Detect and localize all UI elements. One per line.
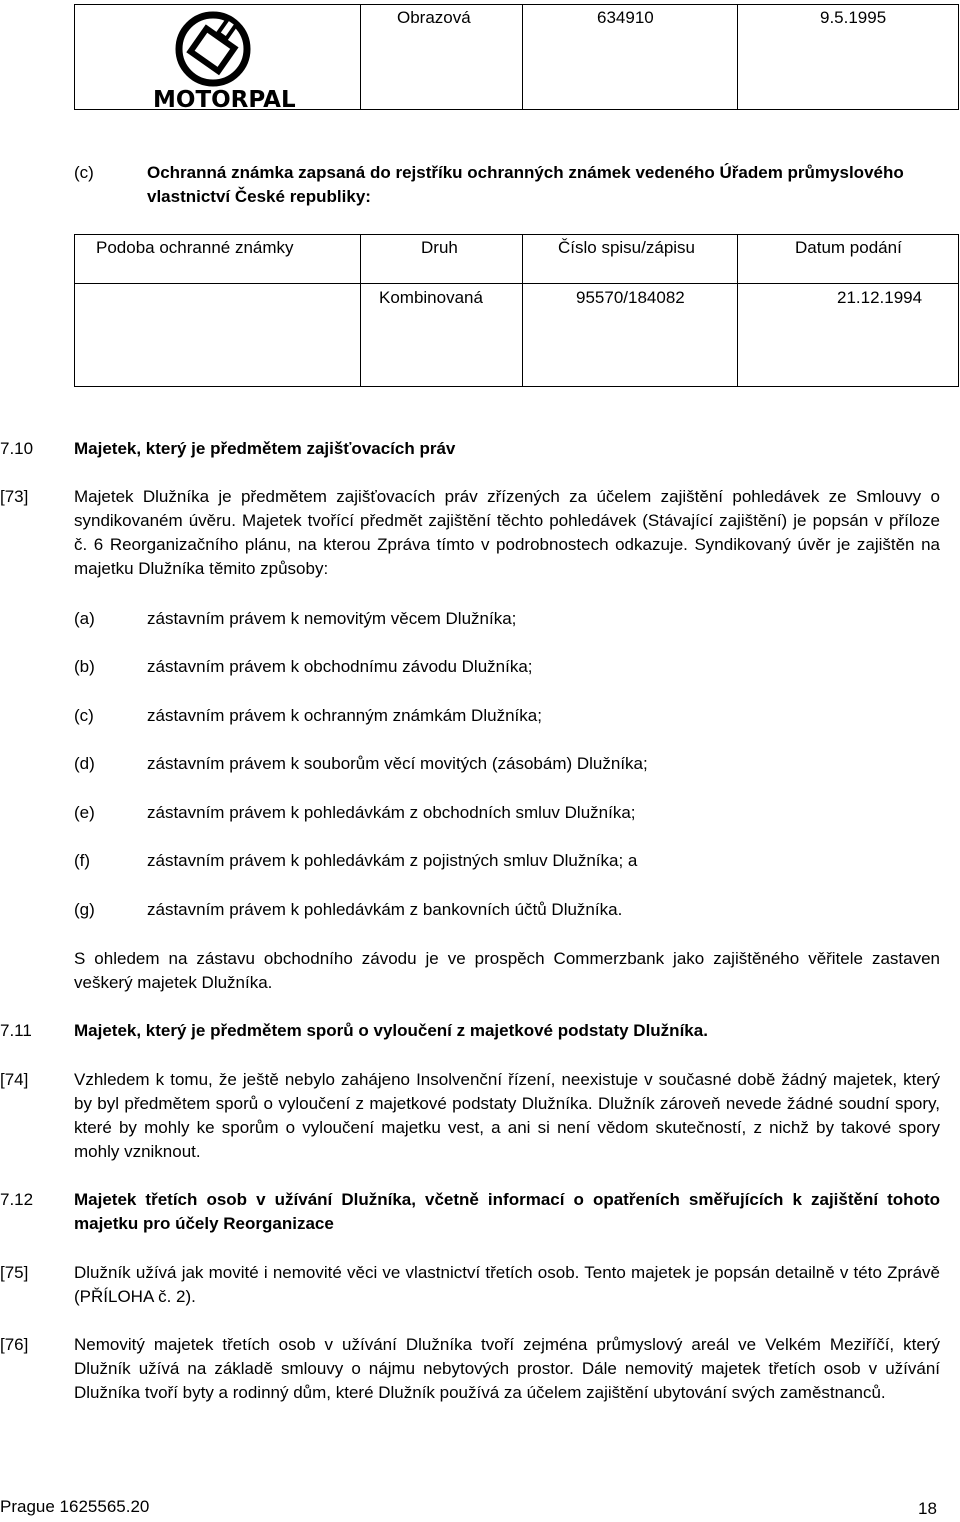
registration-table-1 <box>74 4 959 113</box>
table1-divider-3 <box>737 5 738 109</box>
section-710-heading: Majetek, který je předmětem zajišťovacích práv <box>74 439 456 458</box>
list-item-c-text: zástavním právem k ochranným známkám Dlužníka; <box>147 706 542 725</box>
motorpal-logo <box>151 9 296 113</box>
paragraph-73-label: [73] <box>0 487 29 506</box>
list-item-f-letter: (f) <box>74 851 91 870</box>
list-item-a-text: zástavním právem k nemovitým věcem Dlužníka; <box>147 609 517 628</box>
mark-type: Obrazová <box>397 8 471 27</box>
paragraph-76-text: Nemovitý majetek třetích osob v užívání Dlužníka tvoří zejména průmyslový areál ve Velkém Meziříčí, který Dlužník užívá na základě smlouvy o nájmu nebytových prostor. Dále nemovitý majetek třetích osob v užívání Dlužníka tvoří byty a rodinný dům, které Dlužník používá za účelem zajištění ubytování svých zaměstnanců. <box>74 1335 940 1402</box>
section-711-number: 7.11 <box>0 1021 32 1040</box>
list-item-f-text: zástavním právem k pohledávkám z pojistných smluv Dlužníka; a <box>147 851 638 870</box>
logo-wordmark: MOTORPAL <box>153 87 296 113</box>
paragraph-74-label: [74] <box>0 1070 29 1089</box>
table2-divider-1 <box>360 235 361 386</box>
paragraph-76-label: [76] <box>0 1335 29 1354</box>
section-710-number: 7.10 <box>0 439 34 458</box>
list-item-g-letter: (g) <box>74 900 95 919</box>
section-712-heading: Majetek třetích osob v užívání Dlužníka, včetně informací o opatřeních směřujících k zajištění tohoto majetku pro účely Reorganizace <box>74 1190 940 1233</box>
list-item-e-text: zástavním právem k pohledávkám z obchodních smluv Dlužníka; <box>147 803 636 822</box>
header-file-number: Číslo spisu/zápisu <box>558 238 696 257</box>
mark-date: 9.5.1995 <box>820 8 887 27</box>
list-item-g-text: zástavním právem k pohledávkám z bankovních účtů Dlužníka. <box>147 900 623 919</box>
table1-divider-2 <box>522 5 523 109</box>
paragraph-73-text: Majetek Dlužníka je předmětem zajišťovacích práv zřízených za účelem zajištění pohledávek ze Smlouvy o syndikovaném úvěru. Majetek tvořící předmět zajištění těchto pohledávek (Stávající zajištění) je popsán v příloze č. 6 Reorganizačního plánu, na kterou Zpráva tímto v podrobnostech odkazuje. Syndikovaný úvěr je zajištěn na majetku Dlužníka těmito způsoby: <box>74 487 940 578</box>
header-form: Podoba ochranné známky <box>96 238 294 257</box>
list-item-a-letter: (a) <box>74 609 95 628</box>
list-item-e-letter: (e) <box>74 803 95 822</box>
section-c-label: (c) <box>74 163 94 182</box>
paragraph-74-text: Vzhledem k tomu, že ještě nebylo zahájeno Insolvenční řízení, neexistuje v současné době žádný majetek, který by byl předmětem sporů o vyloučení z majetkové podstaty Dlužníka. Dlužník zároveň nevede žádné soudní spory, které by mohly ke sporům o vyloučení majetku vest, a ani si není vědom skutečností, z nichž by takové spory mohly vzniknout. <box>74 1070 940 1161</box>
motorpal-logo-icon <box>151 9 296 113</box>
table1-divider-1 <box>360 5 361 109</box>
list-item-d-letter: (d) <box>74 754 95 773</box>
paragraph-75-text: Dlužník užívá jak movité i nemovité věci ve vlastnictví třetích osob. Tento majetek je popsán detailně v této Zprávě (PŘÍLOHA č. 2). <box>74 1263 940 1306</box>
header-filing-date: Datum podání <box>795 238 902 257</box>
table2-hline <box>75 283 958 284</box>
section-c-heading: Ochranná známka zapsaná do rejstříku ochranných známek vedeného Úřadem průmyslového vlastnictví České republiky: <box>147 163 904 206</box>
cell-file-number: 95570/184082 <box>576 288 685 307</box>
cell-filing-date: 21.12.1994 <box>837 288 923 307</box>
mark-number: 634910 <box>597 8 654 27</box>
table2-divider-3 <box>737 235 738 386</box>
footer-page-number: 18 <box>918 1499 937 1518</box>
list-item-d-text: zástavním právem k souborům věcí movitých (zásobám) Dlužníka; <box>147 754 648 773</box>
list-item-c-letter: (c) <box>74 706 94 725</box>
list-item-b-text: zástavním právem k obchodnímu závodu Dlužníka; <box>147 657 533 676</box>
paragraph-75-label: [75] <box>0 1263 29 1282</box>
list-item-b-letter: (b) <box>74 657 95 676</box>
footer-document-id: Prague 1625565.20 <box>0 1497 150 1516</box>
header-kind: Druh <box>421 238 458 257</box>
section-712-number: 7.12 <box>0 1190 34 1209</box>
section-711-heading: Majetek, který je předmětem sporů o vyloučení z majetkové podstaty Dlužníka. <box>74 1021 708 1040</box>
cell-kind: Kombinovaná <box>379 288 483 307</box>
note-after-items: S ohledem na zástavu obchodního závodu je ve prospěch Commerzbank jako zajištěného věřitele zastaven veškerý majetek Dlužníka. <box>74 949 940 992</box>
registration-table-2 <box>74 234 959 387</box>
table2-divider-2 <box>522 235 523 386</box>
